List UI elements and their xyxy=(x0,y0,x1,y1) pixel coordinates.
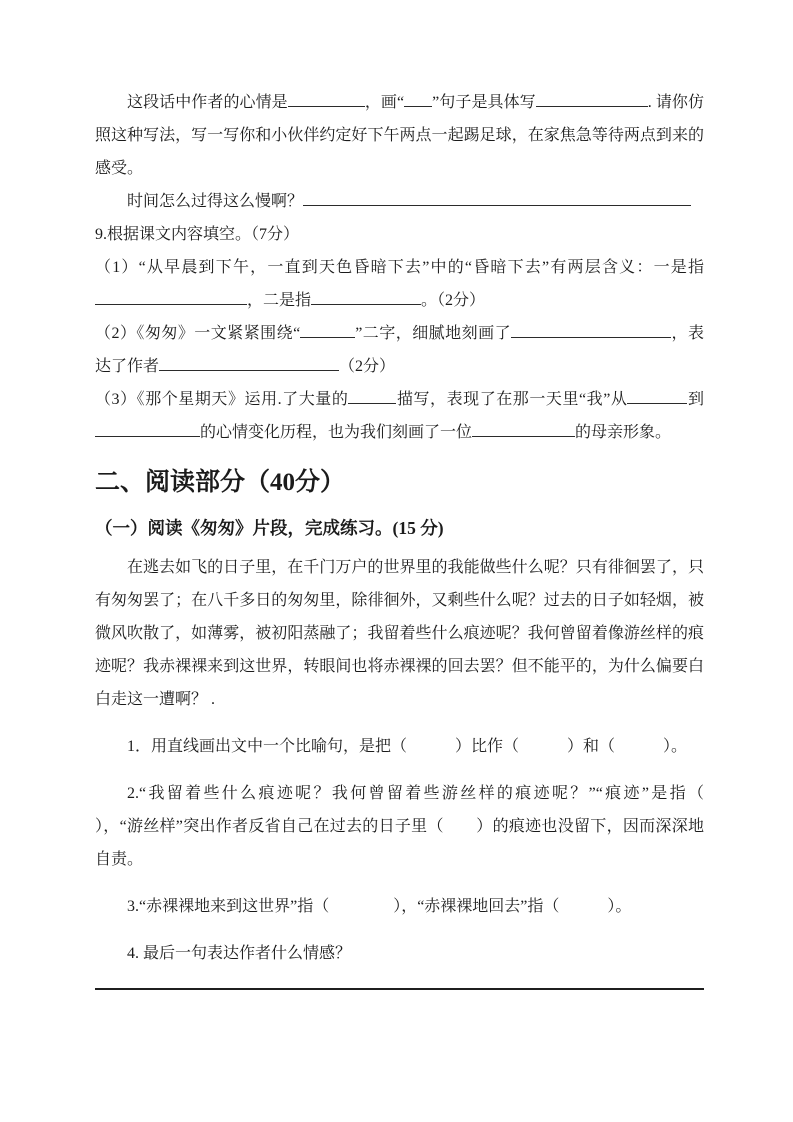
answer-blank xyxy=(472,434,575,437)
text-run: 3.“赤裸裸地来到这世界”指（ ），“赤裸裸地回去”指（ ）。 xyxy=(127,898,632,915)
answer-blank xyxy=(95,434,200,437)
answer-blank xyxy=(288,104,365,107)
answer-blank xyxy=(536,104,648,107)
text-run: ，画“ xyxy=(364,94,405,111)
q8-answer-line xyxy=(95,185,704,218)
q8-prompt xyxy=(95,86,704,185)
text-run: 这段话中作者的心情是 xyxy=(127,94,288,111)
section-2-heading xyxy=(95,465,704,501)
text-run: 的母亲形象。 xyxy=(575,424,672,441)
answer-blank xyxy=(627,401,687,404)
text-run: ，表达了作者 xyxy=(95,325,704,375)
text-run: （2分） xyxy=(339,358,396,375)
text-run: 时间怎么过得这么慢啊？ xyxy=(127,193,304,210)
text-run: 2.“我留着些什么痕迹呢？我何曾留着些游丝样的痕迹呢？”“痕迹”是指（ ），“游丝样”突出作者反省自己在过去的日子里（ ）的痕迹也没留下，因而深深地自责。 xyxy=(95,785,737,868)
text-run: 9.根据课文内容填空。（7分） xyxy=(95,226,300,243)
answer-blank xyxy=(511,335,671,338)
reading-q3 xyxy=(95,890,704,923)
text-run: 的心情变化历程，也为我们刻画了一位 xyxy=(200,424,473,441)
footer-divider xyxy=(95,988,704,990)
q9-sub3 xyxy=(95,383,704,449)
text-run: ”二字，细腻地刻画了 xyxy=(355,325,512,342)
answer-blank xyxy=(300,335,355,338)
text-run: （一）阅读《匆匆》片段，完成练习。(15 分) xyxy=(95,518,444,538)
document-body xyxy=(95,86,737,970)
answer-blank xyxy=(311,302,421,305)
reading-q4 xyxy=(95,937,704,970)
text-run: 描写，表现了在那一天里“我”从 xyxy=(396,391,628,408)
q9-sub2 xyxy=(95,317,704,383)
reading-q2 xyxy=(95,777,737,876)
text-run: （1）“从早晨到下午，一直到天色昏暗下去”中的“昏暗下去”有两层含义：一是指 xyxy=(95,259,704,276)
answer-blank xyxy=(348,401,396,404)
answer-blank xyxy=(404,104,432,107)
text-run: 。（2分） xyxy=(421,292,486,309)
reading-q1 xyxy=(95,730,704,763)
q9-sub1 xyxy=(95,251,704,317)
text-run: ，二是指 xyxy=(247,292,312,309)
text-run: 1．用直线画出文中一个比喻句，是把（ ）比作（ ）和（ ）。 xyxy=(127,738,688,755)
answer-blank xyxy=(159,368,339,371)
text-run: 到 xyxy=(687,391,704,408)
text-run: . 请你仿照这种写法，写一写你和小伙伴约定好下午两点一起踢足球，在家焦急等待两点到来的感受。 xyxy=(95,94,704,177)
text-run: （3）《那个星期天》运用.了大量的 xyxy=(95,391,349,408)
answer-blank xyxy=(303,203,691,206)
q9-stem xyxy=(95,218,704,251)
text-run: 在逃去如飞的日子里，在千门万户的世界里的我能做些什么呢？只有徘徊罢了，只有匆匆罢了；在八千多日的匆匆里，除徘徊外，又剩些什么呢？过去的日子如轻烟，被微风吹散了，如薄雾，被初阳蒸融了；我留着些什么痕迹呢？我何曾留着像游丝样的痕迹呢？我赤裸裸来到这世界，转眼间也将赤裸裸的回去罢？但不能平的，为什么偏要白白走这一遭啊？ . xyxy=(95,559,704,708)
answer-blank xyxy=(95,302,247,305)
text-run: ”句子是具体写 xyxy=(432,94,536,111)
reading-1-heading xyxy=(95,513,704,543)
text-run: 二、阅读部分（40分） xyxy=(95,469,346,496)
text-run: （2）《匆匆》一文紧紧围绕“ xyxy=(95,325,301,342)
text-run: 4. 最后一句表达作者什么情感？ xyxy=(127,945,352,962)
passage-congcong xyxy=(95,551,704,716)
